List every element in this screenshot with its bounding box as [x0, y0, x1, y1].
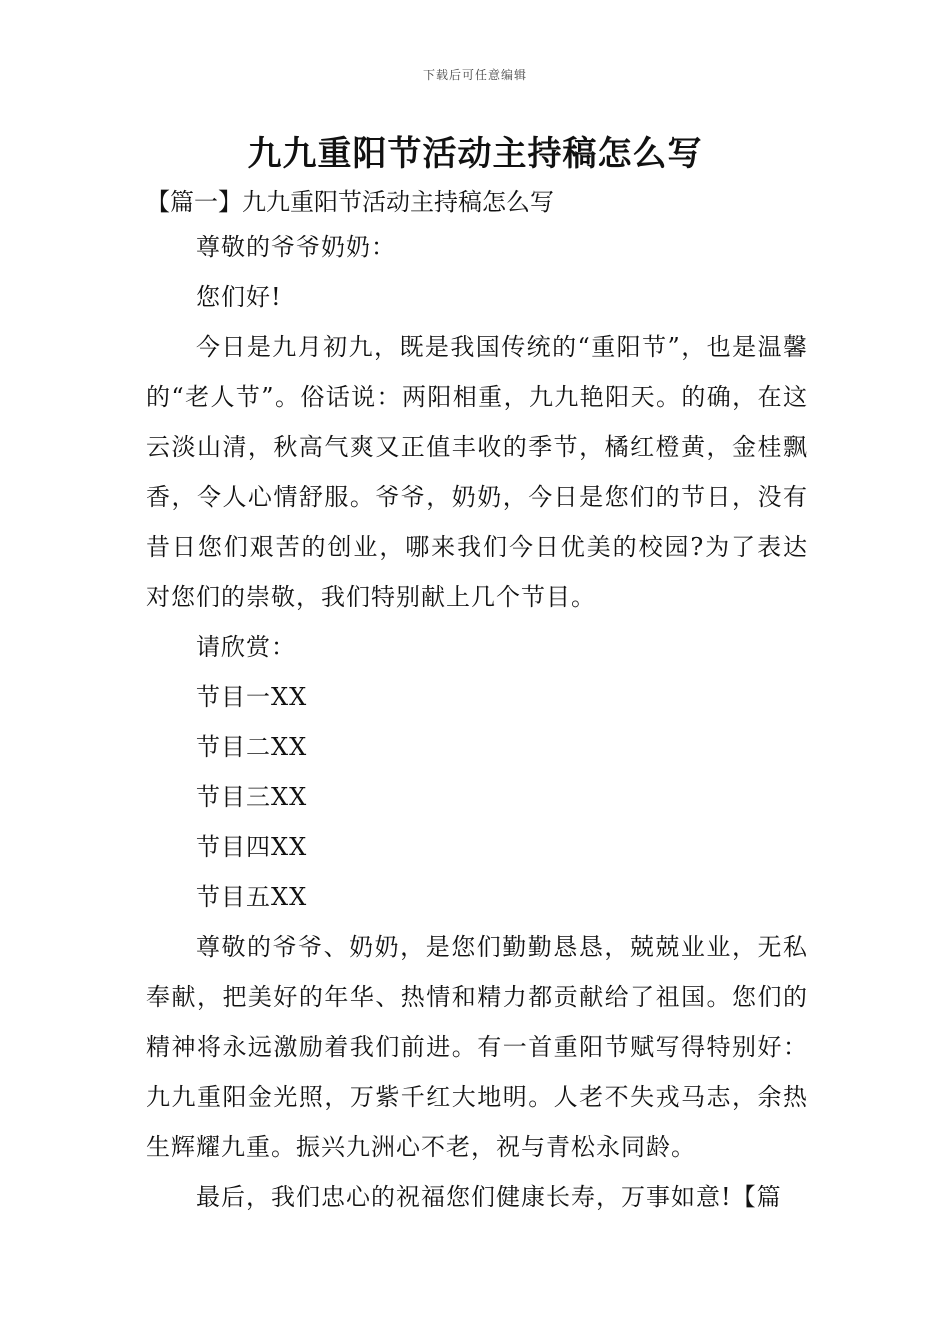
hello-line: 您们好!	[196, 283, 282, 311]
program-item-4: 节目四XX	[196, 833, 308, 861]
paragraph-closing: 最后，我们忠心的祝福您们健康长寿，万事如意!【篇	[196, 1183, 782, 1211]
paragraph-tribute: 尊敬的爷爷、奶奶，是您们勤勤恳恳，兢兢业业，无私奉献，把美好的年华、热情和精力都贡献给了祖国。您们的精神将永远激励着我们前进。有一首重阳节赋写得特别好：九九重阳金光照，万紫千红大地明。人老不失戎马志，余热生辉耀九重。振兴九洲心不老，祝与青松永同龄。	[146, 933, 808, 1161]
please-enjoy-line: 请欣赏：	[196, 633, 296, 661]
paragraph-intro: 今日是九月初九，既是我国传统的“重阳节”，也是温馨的“老人节”。俗话说：两阳相重，九九艳阳天。的确，在这云淡山清，秋高气爽又正值丰收的季节，橘红橙黄，金桂飘香，令人心情舒服。爷爷，奶奶，今日是您们的节日，没有昔日您们艰苦的创业，哪来我们今日优美的校园?为了表达对您们的崇敬，我们特别献上几个节目。	[146, 333, 808, 611]
document-body	[146, 222, 808, 1222]
program-item-3: 节目三XX	[196, 783, 308, 811]
header-note: 下载后可任意编辑	[422, 68, 527, 82]
program-item-1: 节目一XX	[196, 683, 308, 711]
program-item-5: 节目五XX	[196, 883, 308, 911]
program-item-2: 节目二XX	[196, 733, 308, 761]
document-title: 九九重阳节活动主持稿怎么写	[247, 134, 703, 174]
section-heading: 【篇一】九九重阳节活动主持稿怎么写	[146, 188, 554, 216]
greeting-line: 尊敬的爷爷奶奶：	[196, 233, 396, 261]
